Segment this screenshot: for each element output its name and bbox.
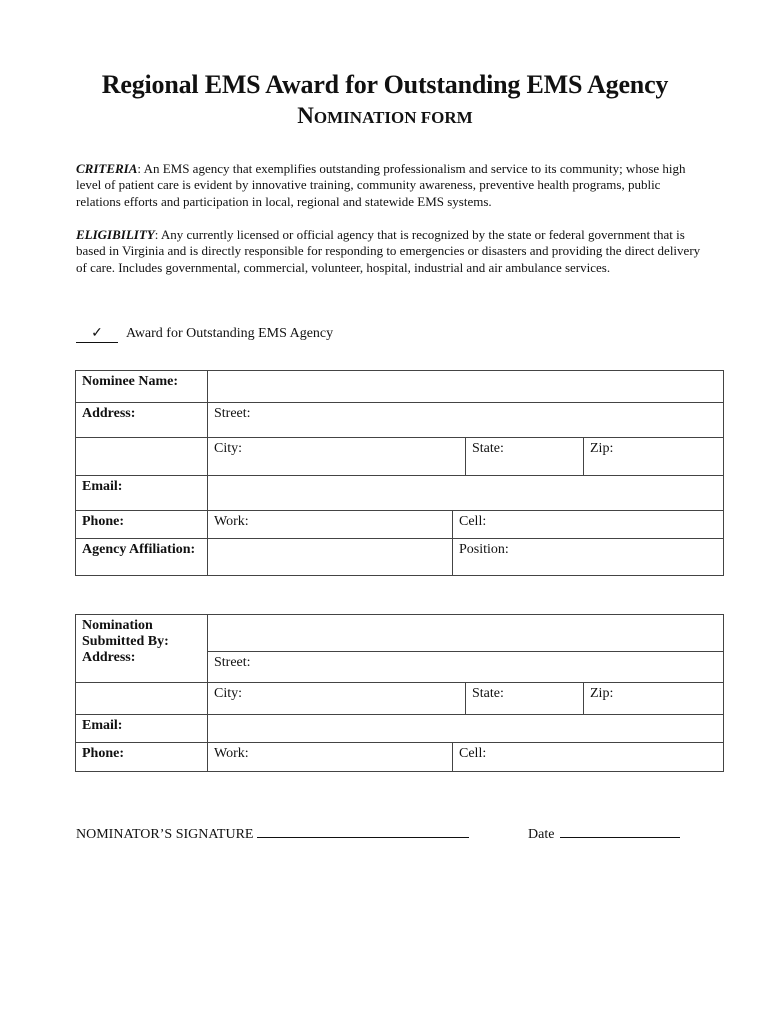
submitter-state-field[interactable] (466, 683, 584, 715)
nominee-zip-label: Zip: (590, 441, 614, 456)
award-checkbox[interactable] (76, 326, 118, 343)
position-field[interactable] (453, 539, 724, 576)
nominee-cell-phone-field[interactable] (453, 511, 724, 539)
date-label: Date (528, 827, 555, 842)
submitter-work-label: Work: (214, 746, 249, 761)
submitter-state-label: State: (472, 686, 504, 701)
submitter-cell-label: Cell: (459, 746, 487, 761)
submitter-cell-phone-field[interactable] (453, 743, 724, 772)
nominee-table (75, 370, 724, 576)
nominee-cell-label: Cell: (459, 514, 487, 529)
nominee-city-label: City: (214, 441, 243, 456)
criteria-text: : An EMS agency that exemplifies outstanding professionalism and service to its community; whose high level of patient care is evident by innovative training, community awareness, preventive health programs, public relations efforts and participation in local, regional and statewide EMS systems. (76, 161, 686, 209)
date-field[interactable] (560, 825, 680, 838)
submitter-street-label: Street: (214, 655, 251, 670)
agency-affiliation-label: Agency Affiliation: (76, 539, 208, 576)
criteria-label: CRITERIA (76, 161, 138, 176)
form-subtitle (0, 103, 770, 129)
nominee-work-label: Work: (214, 514, 249, 529)
nominee-phone-label: Phone: (76, 511, 208, 539)
signature-label: NOMINATOR’S SIGNATURE (76, 827, 254, 842)
signature-line (76, 825, 469, 843)
nominee-name-label: Nominee Name: (76, 371, 208, 403)
nominee-email-label: Email: (76, 476, 208, 511)
subtitle-initial: N (297, 103, 314, 128)
submitter-address-label: Address: (82, 650, 136, 665)
nominee-name-field[interactable] (208, 371, 724, 403)
nominee-address-cont (76, 438, 208, 476)
date-line (528, 825, 680, 843)
nominee-address-label: Address: (76, 403, 208, 438)
form-title: Regional EMS Award for Outstanding EMS Agency (101, 70, 669, 99)
submitter-table (75, 614, 724, 772)
nominee-state-field[interactable] (466, 438, 584, 476)
submitter-phone-label: Phone: (76, 743, 208, 772)
award-selection (76, 326, 333, 343)
award-label: Award for Outstanding EMS Agency (126, 326, 334, 341)
nominee-work-phone-field[interactable] (208, 511, 453, 539)
nominee-state-label: State: (472, 441, 504, 456)
submitter-city-label: City: (214, 686, 243, 701)
submitter-name-field[interactable] (208, 615, 724, 652)
nominee-email-field[interactable] (208, 476, 724, 511)
checkmark-icon: ✓ (91, 326, 103, 341)
submitter-city-field[interactable] (208, 683, 466, 715)
eligibility-text: : Any currently licensed or official agency that is recognized by the state or federal government that is based in Virginia and is directly responsible for responding to emergencies or disasters and providing the direct delivery of care. Includes governmental, commercial, volunteer, hospital, industrial and air ambulance services. (76, 227, 701, 275)
submitter-work-phone-field[interactable] (208, 743, 453, 772)
nominee-street-label: Street: (214, 406, 251, 421)
signature-field[interactable] (257, 825, 469, 838)
criteria-paragraph (76, 161, 706, 210)
submitter-address-cont (76, 683, 208, 715)
submitter-email-field[interactable] (208, 715, 724, 743)
position-label: Position: (459, 542, 509, 557)
submitter-email-label: Email: (76, 715, 208, 743)
nominee-street-field[interactable] (208, 403, 724, 438)
nominee-zip-field[interactable] (584, 438, 724, 476)
submitted-by-label: Nomination Submitted By: (82, 618, 169, 649)
eligibility-label: ELIGIBILITY (76, 227, 155, 242)
submitted-by-cell (76, 615, 208, 683)
eligibility-paragraph (76, 227, 706, 276)
subtitle-rest: OMINATION FORM (313, 108, 473, 127)
submitter-street-field[interactable] (208, 652, 724, 683)
nominee-city-field[interactable] (208, 438, 466, 476)
agency-affiliation-field[interactable] (208, 539, 453, 576)
submitter-zip-field[interactable] (584, 683, 724, 715)
submitter-zip-label: Zip: (590, 686, 614, 701)
